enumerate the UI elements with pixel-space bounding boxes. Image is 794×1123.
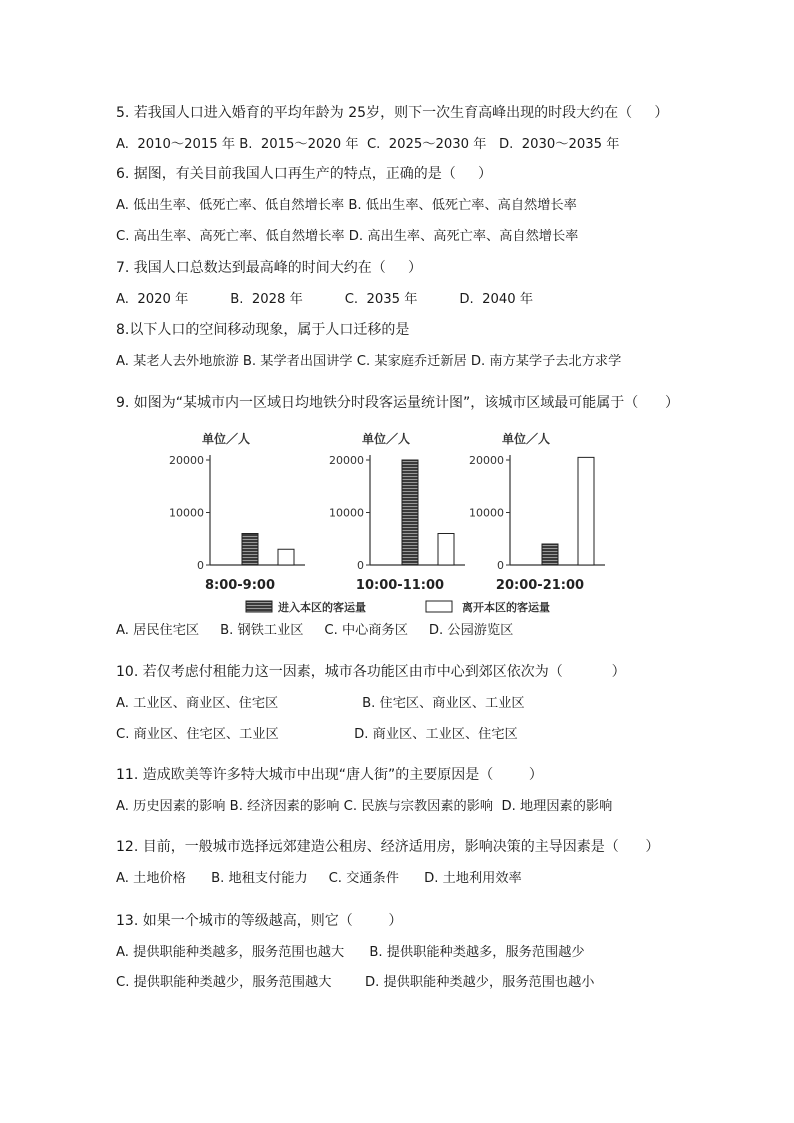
- question-13-options-cd: C. 提供职能种类越少，服务范围越大 D. 提供职能种类越少，服务范围也越小: [116, 975, 595, 990]
- legend-label-entering: 进入本区的客运量: [278, 601, 366, 614]
- question-12-options: A. 土地价格 B. 地租支付能力 C. 交通条件 D. 土地利用效率: [116, 871, 522, 886]
- bar-entering: [402, 460, 418, 565]
- bar-entering: [542, 544, 558, 565]
- unit-label: 单位／人: [362, 432, 411, 446]
- y-tick-label: 20000: [469, 454, 504, 467]
- y-tick-label: 20000: [169, 454, 204, 467]
- y-tick-label: 20000: [329, 454, 364, 467]
- question-7-options: A. 2020 年 B. 2028 年 C. 2035 年 D. 2040 年: [116, 292, 534, 307]
- y-tick-label: 10000: [169, 506, 204, 520]
- y-tick-label: 0: [357, 559, 364, 572]
- y-tick-label: 0: [497, 559, 504, 572]
- category-label: 10:00-11:00: [355, 578, 445, 593]
- question-12-stem: 12. 目前，一般城市选择远郊建造公租房、经济适用房，影响决策的主导因素是（ ）: [116, 839, 660, 855]
- question-6-options-cd: C. 高出生率、高死亡率、低自然增长率 D. 高出生率、高死亡率、高自然增长率: [116, 229, 579, 244]
- chart-svg: [169, 425, 610, 620]
- category-label: 20:00-21:00: [495, 578, 585, 593]
- category-label: 8:00-9:00: [204, 578, 276, 593]
- legend-label-leaving: 离开本区的客运量: [462, 601, 550, 614]
- question-11-stem: 11. 造成欧美等许多特大城市中出现“唐人街”的主要原因是（ ）: [116, 767, 543, 783]
- question-11-options: A. 历史因素的影响 B. 经济因素的影响 C. 民族与宗教因素的影响 D. 地理因素的影响: [116, 799, 613, 814]
- question-5-options: A. 2010～2015 年 B. 2015～2020 年 C. 2025～2030 年 D. 2030～2035 年: [116, 137, 620, 152]
- question-7-stem: 7. 我国人口总数达到最高峰的时间大约在（ ）: [116, 260, 423, 276]
- legend-swatch-leaving: [426, 601, 452, 612]
- question-5-stem: 5. 若我国人口进入婚育的平均年龄为 25岁，则下一次生育高峰出现的时段大约在（ ）: [116, 105, 669, 121]
- question-10-options-ab: A. 工业区、商业区、住宅区 B. 住宅区、商业区、工业区: [116, 696, 525, 711]
- y-tick-label: 0: [197, 559, 204, 572]
- bar-leaving: [438, 534, 454, 566]
- y-tick-label: 10000: [469, 506, 504, 520]
- question-8-options: A. 某老人去外地旅游 B. 某学者出国讲学 C. 某家庭乔迁新居 D. 南方某学子去北方求学: [116, 354, 622, 369]
- legend-swatch-entering: [246, 601, 272, 612]
- unit-label: 单位／人: [202, 432, 251, 446]
- question-9-options: A. 居民住宅区 B. 钢铁工业区 C. 中心商务区 D. 公园游览区: [116, 623, 514, 638]
- subway-ridership-chart: [169, 425, 610, 620]
- question-6-options-ab: A. 低出生率、低死亡率、低自然增长率 B. 低出生率、低死亡率、高自然增长率: [116, 198, 577, 213]
- bar-leaving: [578, 457, 594, 565]
- bar-leaving: [278, 549, 294, 565]
- question-6-stem: 6. 据图，有关目前我国人口再生产的特点，正确的是（ ）: [116, 166, 493, 182]
- unit-label: 单位／人: [502, 432, 551, 446]
- question-13-stem: 13. 如果一个城市的等级越高，则它（ ）: [116, 913, 403, 929]
- bar-entering: [242, 534, 258, 566]
- question-9-stem: 9. 如图为“某城市内一区域日均地铁分时段客运量统计图”，该城市区域最可能属于（ ）: [116, 395, 680, 411]
- question-13-options-ab: A. 提供职能种类越多，服务范围也越大 B. 提供职能种类越多，服务范围越少: [116, 945, 585, 960]
- question-8-stem: 8.以下人口的空间移动现象，属于人口迁移的是: [116, 322, 410, 338]
- question-10-options-cd: C. 商业区、住宅区、工业区 D. 商业区、工业区、住宅区: [116, 727, 518, 742]
- y-tick-label: 10000: [329, 506, 364, 520]
- question-10-stem: 10. 若仅考虑付租能力这一因素，城市各功能区由市中心到郊区依次为（ ）: [116, 664, 626, 680]
